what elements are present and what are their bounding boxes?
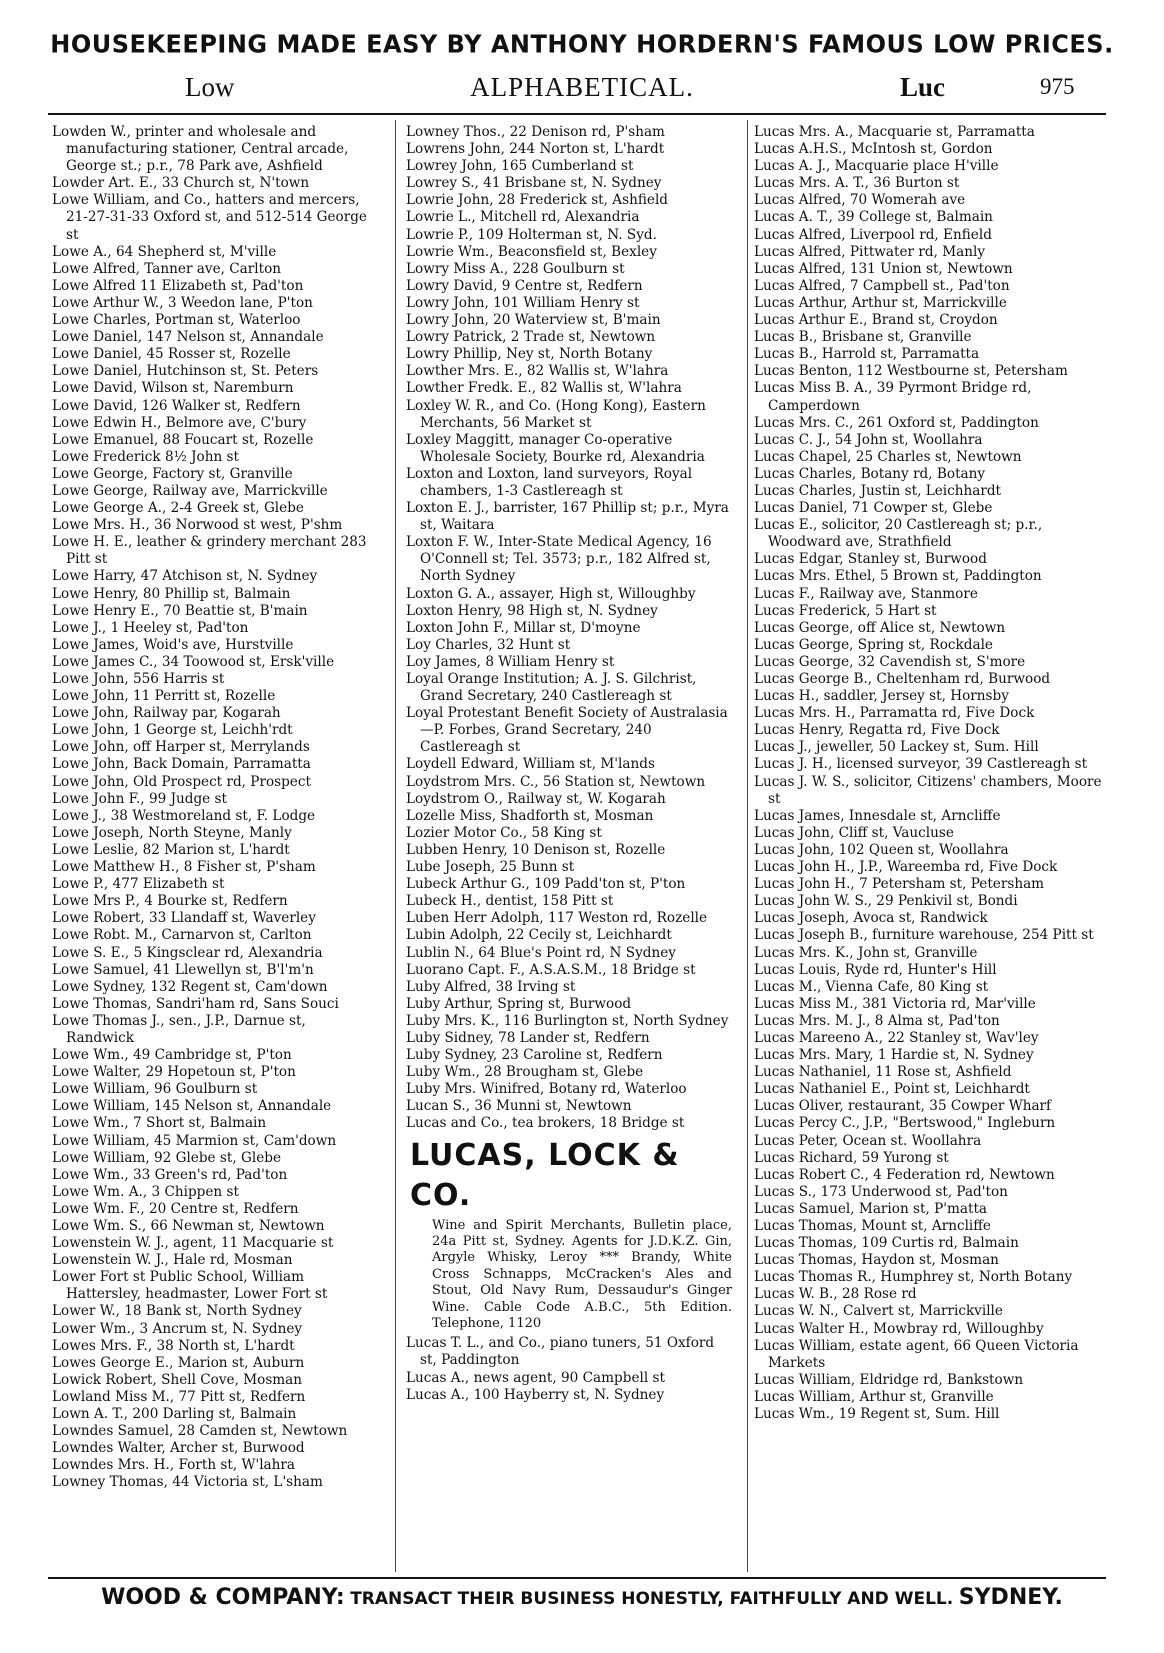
directory-entry: Lowe Wm., 7 Short st, Balmain	[52, 1115, 267, 1132]
directory-entry: Lucas William, Eldridge rd, Bankstown	[754, 1371, 1024, 1388]
directory-entry: Lowe Thomas, Sandri'ham rd, Sans Souci	[52, 995, 339, 1012]
directory-entry: Lown A. T., 200 Darling st, Balmain	[52, 1406, 297, 1423]
directory-entry: Lucas H., saddler, Jersey st, Hornsby	[754, 688, 1009, 705]
directory-entry: Lucas John H., 7 Petersham st, Petersham	[754, 876, 1045, 893]
directory-entry: Lowe Sydney, 132 Regent st, Cam'down	[52, 978, 328, 995]
directory-entry: Lowe John, 11 Perritt st, Rozelle	[52, 688, 276, 705]
directory-entry: Lowry John, 101 William Henry st	[406, 294, 640, 311]
directory-entry: Lubeck H., dentist, 158 Pitt st	[406, 893, 614, 910]
directory-entry: Loxton F. W., Inter-State Medical Agency, 16 O'Connell st; Tel. 3573; p.r., 182 Alfred st, North Sydney	[406, 534, 712, 585]
directory-entry: Lucas Mareeno A., 22 Stanley st, Wav'ley	[754, 1029, 1039, 1046]
directory-entry: Loydell Edward, William st, M'lands	[406, 756, 655, 773]
directory-entry: Lowe Wm., 33 Green's rd, Pad'ton	[52, 1166, 288, 1183]
directory-entry: Lucas M., Vienna Cafe, 80 King st	[754, 978, 989, 995]
directory-entry: Luby Sydney, 23 Caroline st, Redfern	[406, 1047, 663, 1064]
directory-entry: Lucas A. J., Macquarie place H'ville	[754, 158, 999, 175]
directory-entry: Lowe Charles, Portman st, Waterloo	[52, 312, 301, 329]
directory-entry: Lucas Daniel, 71 Cowper st, Glebe	[754, 500, 993, 517]
directory-entry: Lucas C. J., 54 John st, Woollahra	[754, 431, 983, 448]
directory-entry: Lucas George B., Cheltenham rd, Burwood	[754, 671, 1051, 687]
directory-entry: Lucas Peter, Ocean st. Woollahra	[754, 1132, 982, 1149]
directory-entry: Lucas Alfred, Pittwater rd, Manly	[754, 243, 986, 260]
directory-column-3	[754, 124, 1104, 1572]
directory-entry: Lucas A. T., 39 College st, Balmain	[754, 209, 993, 226]
directory-entry: Lubben Henry, 10 Denison st, Rozelle	[406, 841, 666, 858]
advertisement	[406, 1136, 732, 1333]
directory-entry: Lucas E., solicitor, 20 Castlereagh st; p.r., Woodward ave, Strathfield	[754, 517, 1043, 551]
directory-entry: Lowry David, 9 Centre st, Redfern	[406, 277, 643, 294]
directory-entry: Lucas John H., J.P., Wareemba rd, Five Dock	[754, 859, 1058, 876]
directory-entry: Lowrey John, 165 Cumberland st	[406, 158, 634, 175]
directory-entry: Loydstrom Mrs. C., 56 Station st, Newtown	[406, 773, 706, 790]
directory-entry: Lowe Wm. S., 66 Newman st, Newtown	[52, 1218, 325, 1234]
directory-entry: Lower Fort st Public School, William Hattersley, headmaster, Lower Fort st	[52, 1269, 328, 1303]
advert-title: LUCAS, LOCK & CO.	[410, 1137, 680, 1213]
directory-entry: Lucas Edgar, Stanley st, Burwood	[754, 551, 987, 568]
directory-entry: Lucas Mrs. Ethel, 5 Brown st, Paddington	[754, 568, 1042, 585]
directory-entry: Lowrie P., 109 Holterman st, N. Syd.	[406, 226, 657, 243]
directory-entry: Lucas W. B., 28 Rose rd	[754, 1286, 917, 1303]
directory-entry: Lucas Mrs. Mary, 1 Hardie st, N. Sydney	[754, 1047, 1034, 1064]
directory-entry: Loxton E. J., barrister, 167 Phillip st; p.r., Myra st, Waitara	[406, 500, 729, 534]
directory-entry: Lucas Nathaniel, 11 Rose st, Ashfield	[754, 1064, 1012, 1081]
directory-entry: Lowe Matthew H., 8 Fisher st, P'sham	[52, 859, 316, 876]
directory-entry: Lucas Mrs. A. T., 36 Burton st	[754, 175, 960, 192]
directory-entry: Luby Wm., 28 Brougham st, Glebe	[406, 1064, 644, 1081]
directory-entry: Lucas Miss M., 381 Victoria rd, Mar'ville	[754, 995, 1036, 1012]
directory-entry: Lucas Mrs. K., John st, Granville	[754, 944, 978, 961]
directory-entry: Lowe Robt. M., Carnarvon st, Carlton	[52, 927, 312, 944]
directory-entry: Lucas Alfred, Liverpool rd, Enfield	[754, 226, 992, 243]
directory-entry: Lowe Arthur W., 3 Weedon lane, P'ton	[52, 294, 313, 311]
directory-entry: Lowry John, 20 Waterview st, B'main	[406, 312, 661, 329]
directory-entry: Lowe Mrs P., 4 Bourke st, Redfern	[52, 893, 288, 910]
footer-rule	[48, 1577, 1106, 1579]
directory-entry: Loxton John F., Millar st, D'moyne	[406, 619, 641, 636]
directory-entry: Lucas Samuel, Marion st, P'matta	[754, 1200, 988, 1217]
directory-entry: Lowe John, 556 Harris st	[52, 671, 225, 687]
directory-entry: Lowe William, 45 Marmion st, Cam'down	[52, 1132, 337, 1149]
directory-entry: Loxley W. R., and Co. (Hong Kong), Eastern Merchants, 56 Market st	[406, 397, 706, 431]
directory-entry: Lubeck Arthur G., 109 Padd'ton st, P'ton	[406, 876, 686, 893]
directory-entry: Lucas A.H.S., McIntosh st, Gordon	[754, 141, 993, 158]
directory-entry: Lucas Walter H., Mowbray rd, Willoughby	[754, 1320, 1044, 1337]
directory-entry: Lowes Mrs. F., 38 North st, L'hardt	[52, 1337, 295, 1354]
directory-entry: Lucas James, Innesdale st, Arncliffe	[754, 807, 1001, 824]
directory-entry: Lucas Joseph B., furniture warehouse, 254 Pitt st	[754, 927, 1094, 944]
directory-entry: Loyal Orange Institution; A. J. S. Gilchrist, Grand Secretary, 240 Castlereagh st	[406, 671, 697, 705]
directory-entry: Lucas Arthur, Arthur st, Marrickville	[754, 294, 1007, 311]
directory-entry: Lucas Louis, Ryde rd, Hunter's Hill	[754, 961, 997, 978]
directory-entry: Lowe James C., 34 Toowood st, Ersk'ville	[52, 653, 335, 670]
directory-entry: Luorano Capt. F., A.S.A.S.M., 18 Bridge st	[406, 961, 696, 978]
directory-entry: Lucas Charles, Justin st, Leichhardt	[754, 482, 1002, 499]
directory-entry: Lowe William, 92 Glebe st, Glebe	[52, 1149, 281, 1166]
directory-entry: Lowe William, 96 Goulburn st	[52, 1081, 258, 1098]
directory-entry: Lowden W., printer and wholesale and manufacturing stationer, Central arcade, George st.; p.r., 78 Park ave, Ashfield	[52, 124, 349, 175]
directory-entry: Lowrie L., Mitchell rd, Alexandria	[406, 209, 640, 226]
directory-entry: Lucas and Co., tea brokers, 18 Bridge st	[406, 1115, 685, 1132]
directory-entry: Lucas George, 32 Cavendish st, S'more	[754, 653, 1026, 670]
directory-entry: Lowe Daniel, Hutchinson st, St. Peters	[52, 363, 319, 380]
directory-entry: Lucas J., jeweller, 50 Lackey st, Sum. Hill	[754, 739, 1039, 756]
directory-entry: Lucas Joseph, Avoca st, Randwick	[754, 910, 988, 927]
directory-entry: Lucas Alfred, 70 Womerah ave	[754, 192, 966, 209]
directory-entry: Lowe Daniel, 45 Rosser st, Rozelle	[52, 346, 291, 363]
directory-entry: Lucas Thomas, Mount st, Arncliffe	[754, 1218, 991, 1234]
bottom-banner	[0, 1585, 1164, 1610]
directory-entry: Lowe Frederick 8½ John st	[52, 448, 240, 465]
header-title: ALPHABETICAL.	[470, 72, 694, 102]
directory-entry: Luby Alfred, 38 Irving st	[406, 978, 576, 995]
directory-entry: Lucas George, Spring st, Rockdale	[754, 636, 993, 653]
directory-entry: Lucas George, off Alice st, Newtown	[754, 619, 1006, 636]
directory-entry: Lucan S., 36 Munni st, Newtown	[406, 1098, 632, 1115]
directory-entry: Lowe John, 1 George st, Leichh'rdt	[52, 722, 293, 739]
directory-entry: Lowe Alfred, Tanner ave, Carlton	[52, 260, 282, 277]
top-banner: HOUSEKEEPING MADE EASY BY ANTHONY HORDERN'S FAMOUS LOW PRICES.	[50, 29, 1114, 59]
directory-entry: Lowndes Walter, Archer st, Burwood	[52, 1440, 305, 1457]
directory-entry: Lucas A., news agent, 90 Campbell st	[406, 1369, 665, 1386]
column-divider-2	[747, 120, 748, 1572]
directory-entry: Loxton Henry, 98 High st, N. Sydney	[406, 602, 658, 619]
directory-entry: Loy Charles, 32 Hunt st	[406, 636, 571, 653]
directory-entry: Lowrie Wm., Beaconsfield st, Bexley	[406, 243, 657, 260]
directory-entry: Lowland Miss M., 77 Pitt st, Redfern	[52, 1388, 306, 1405]
directory-entry: Lucas T. L., and Co., piano tuners, 51 Oxford st, Paddington	[406, 1335, 715, 1369]
directory-entry: Lowe S. E., 5 Kingsclear rd, Alexandria	[52, 944, 323, 961]
header-left-guide-word: Low	[185, 72, 235, 102]
advert-body: Wine and Spirit Merchants, Bulletin place, 24a Pitt st, Sydney. Agents for J.D.K.Z. Gin, Argyle Whisky, Leroy *** Brandy, White Cross Schnapps, McCracken's Ales and Stout, Old Navy Rum, Dessaudur's Ginger Wine. Cable Code A.B.C., 5th Edition. Telephone, 1120	[432, 1217, 732, 1331]
directory-entry: Lowrens John, 244 Norton st, L'hardt	[406, 141, 665, 158]
directory-entry: Lowe William, 145 Nelson st, Annandale	[52, 1098, 332, 1115]
directory-entry: Lubin Adolph, 22 Cecily st, Leichhardt	[406, 927, 672, 944]
directory-entry: Lowes George E., Marion st, Auburn	[52, 1354, 305, 1371]
directory-entry: Lucas Alfred, 7 Campbell st., Pad'ton	[754, 277, 1010, 294]
directory-entry: Lowe Daniel, 147 Nelson st, Annandale	[52, 329, 324, 346]
directory-entry: Lowe A., 64 Shepherd st, M'ville	[52, 243, 277, 260]
directory-entry: Loydstrom O., Railway st, W. Kogarah	[406, 790, 666, 807]
directory-entry: Lucas William, estate agent, 66 Queen Victoria Markets	[754, 1337, 1079, 1371]
directory-entry: Lucas Oliver, restaurant, 35 Cowper Wharf	[754, 1098, 1052, 1115]
directory-entry: Lowther Fredk. E., 82 Wallis st, W'lahra	[406, 380, 682, 397]
directory-entry: Lowe Robert, 33 Llandaff st, Waverley	[52, 910, 316, 927]
directory-entry: Lucas John W. S., 29 Penkivil st, Bondi	[754, 893, 1018, 910]
directory-entry: Lowe George A., 2-4 Greek st, Glebe	[52, 500, 304, 517]
directory-entry: Lublin N., 64 Blue's Point rd, N Sydney	[406, 944, 676, 961]
directory-entry: Lucas John, 102 Queen st, Woollahra	[754, 841, 1009, 858]
directory-entry: Lowe John, Railway par, Kogarah	[52, 705, 281, 722]
directory-entry: Lowe P., 477 Elizabeth st	[52, 876, 225, 893]
directory-entry: Lucas Miss B. A., 39 Pyrmont Bridge rd, Camperdown	[754, 380, 1032, 414]
directory-entry: Lower W., 18 Bank st, North Sydney	[52, 1303, 302, 1320]
bottom-banner-company: WOOD & COMPANY:	[101, 1585, 345, 1610]
directory-entry: Lucas J. H., licensed surveyor, 39 Castlereagh st	[754, 756, 1088, 773]
directory-entry: Lucas A., 100 Hayberry st, N. Sydney	[406, 1386, 665, 1403]
header-right-guide-word: Luc	[900, 72, 946, 102]
directory-entry: Lucas Mrs. C., 261 Oxford st, Paddington	[754, 414, 1039, 431]
directory-entry: Lowe Emanuel, 88 Foucart st, Rozelle	[52, 431, 314, 448]
directory-entry: Lucas Mrs. A., Macquarie st, Parramatta	[754, 124, 1035, 140]
directory-entry: Lowe Samuel, 41 Llewellyn st, B'l'm'n	[52, 961, 314, 978]
directory-entry: Lucas Mrs. H., Parramatta rd, Five Dock	[754, 705, 1035, 722]
bottom-banner-slogan: TRANSACT THEIR BUSINESS HONESTLY, FAITHFULLY AND WELL.	[350, 1589, 954, 1609]
page-number: 975	[1040, 74, 1075, 99]
directory-entry: Lowe David, Wilson st, Naremburn	[52, 380, 294, 397]
directory-entry: Lucas B., Brisbane st, Granville	[754, 329, 972, 346]
directory-entry: Loxton and Loxton, land surveyors, Royal chambers, 1-3 Castlereagh st	[406, 465, 693, 499]
directory-entry: Lozelle Miss, Shadforth st, Mosman	[406, 807, 654, 824]
directory-entry: Loy James, 8 William Henry st	[406, 653, 615, 670]
running-header	[0, 72, 1164, 108]
directory-entry: Lucas S., 173 Underwood st, Pad'ton	[754, 1183, 1008, 1200]
directory-entry: Luby Sidney, 78 Lander st, Redfern	[406, 1029, 650, 1046]
directory-entry: Lowther Mrs. E., 82 Wallis st, W'lahra	[406, 363, 669, 380]
directory-entry: Lowney Thos., 22 Denison rd, P'sham	[406, 124, 665, 140]
directory-entry: Lowenstein W. J., agent, 11 Macquarie st	[52, 1235, 334, 1252]
directory-entry: Lowe Henry E., 70 Beattie st, B'main	[52, 602, 308, 619]
directory-entry: Lower Wm., 3 Ancrum st, N. Sydney	[52, 1320, 303, 1337]
directory-entry: Luby Arthur, Spring st, Burwood	[406, 995, 632, 1012]
directory-entry: Lucas Thomas, 109 Curtis rd, Balmain	[754, 1235, 1019, 1252]
directory-entry: Lowndes Mrs. H., Forth st, W'lahra	[52, 1457, 296, 1474]
directory-entry: Lucas Mrs. M. J., 8 Alma st, Pad'ton	[754, 1012, 1000, 1029]
directory-entry: Lowe Alfred 11 Elizabeth st, Pad'ton	[52, 277, 304, 294]
directory-entry: Lowe Wm. A., 3 Chippen st	[52, 1183, 239, 1200]
directory-entry: Luby Mrs. K., 116 Burlington st, North Sydney	[406, 1012, 729, 1029]
directory-entry: Lowe Harry, 47 Atchison st, N. Sydney	[52, 568, 318, 585]
directory-entry: Lucas William, Arthur st, Granville	[754, 1388, 994, 1405]
directory-entry: Loyal Protestant Benefit Society of Australasia—P. Forbes, Grand Secretary, 240 Castlereagh st	[406, 705, 728, 756]
directory-entry: Lowe Thomas J., sen., J.P., Darnue st, Randwick	[52, 1012, 306, 1046]
directory-entry: Lucas Chapel, 25 Charles st, Newtown	[754, 448, 1022, 465]
directory-entry: Lowney Thomas, 44 Victoria st, L'sham	[52, 1474, 323, 1491]
directory-entry: Lowe George, Factory st, Granville	[52, 465, 293, 482]
directory-entry: Lowe Leslie, 82 Marion st, L'hardt	[52, 841, 290, 858]
directory-entry: Lowndes Samuel, 28 Camden st, Newtown	[52, 1423, 348, 1440]
directory-entry: Lowe John F., 99 Judge st	[52, 790, 227, 807]
directory-entry: Lowrie John, 28 Frederick st, Ashfield	[406, 192, 668, 209]
directory-entry: Lucas B., Harrold st, Parramatta	[754, 346, 980, 363]
directory-entry: Lucas John, Cliff st, Vaucluse	[754, 824, 954, 841]
directory-entry: Lowe J., 38 Westmoreland st, F. Lodge	[52, 807, 316, 824]
directory-entry: Lowe H. E., leather & grindery merchant 283 Pitt st	[52, 534, 367, 568]
directory-entry: Lowe William, and Co., hatters and mercers, 21-27-31-33 Oxford st, and 512-514 George st	[52, 192, 367, 243]
directory-entry: Lucas Robert C., 4 Federation rd, Newtown	[754, 1166, 1055, 1183]
directory-entry: Lowe John, Back Domain, Parramatta	[52, 756, 311, 773]
directory-entry: Lowe Wm. F., 20 Centre st, Redfern	[52, 1200, 299, 1217]
directory-entry: Lowe Edwin H., Belmore ave, C'bury	[52, 414, 307, 431]
directory-column-1	[52, 124, 378, 1572]
directory-entry: Lowe John, off Harper st, Merrylands	[52, 739, 310, 756]
directory-entry: Lowenstein W. J., Hale rd, Mosman	[52, 1252, 293, 1269]
bottom-banner-city: SYDNEY.	[958, 1585, 1063, 1610]
directory-entry: Lowe George, Railway ave, Marrickville	[52, 482, 328, 499]
directory-entry: Lowe James, Woid's ave, Hurstville	[52, 636, 294, 653]
directory-entry: Lucas W. N., Calvert st, Marrickville	[754, 1303, 1003, 1320]
directory-entry: Lowry Miss A., 228 Goulburn st	[406, 260, 625, 277]
directory-entry: Lowe Joseph, North Steyne, Manly	[52, 824, 292, 841]
directory-entry: Lowe John, Old Prospect rd, Prospect	[52, 773, 311, 790]
directory-entry: Lowrey S., 41 Brisbane st, N. Sydney	[406, 175, 662, 192]
directory-entry: Lucas Thomas R., Humphrey st, North Botany	[754, 1269, 1073, 1286]
directory-entry: Lowry Phillip, Ney st, North Botany	[406, 346, 653, 363]
directory-entry: Lucas Arthur E., Brand st, Croydon	[754, 312, 998, 329]
directory-entry: Lowe David, 126 Walker st, Redfern	[52, 397, 301, 414]
directory-entry: Lowe Walter, 29 Hopetoun st, P'ton	[52, 1064, 296, 1081]
directory-entry: Lowick Robert, Shell Cove, Mosman	[52, 1371, 303, 1388]
directory-entry: Lucas Wm., 19 Regent st, Sum. Hill	[754, 1406, 1000, 1423]
directory-column-2	[406, 124, 732, 1572]
directory-entry: Lowe Mrs. H., 36 Norwood st west, P'shm	[52, 517, 343, 534]
directory-entry: Lucas Richard, 59 Yurong st	[754, 1149, 949, 1166]
directory-entry: Lucas Alfred, 131 Union st, Newtown	[754, 260, 1013, 277]
directory-entry: Lowry Patrick, 2 Trade st, Newtown	[406, 329, 656, 346]
directory-entry: Loxton G. A., assayer, High st, Willoughby	[406, 585, 696, 602]
directory-entry: Lucas Nathaniel E., Point st, Leichhardt	[754, 1081, 1030, 1098]
directory-entry: Lowder Art. E., 33 Church st, N'town	[52, 175, 310, 192]
directory-entry: Lucas J. W. S., solicitor, Citizens' chambers, Moore st	[754, 773, 1102, 807]
directory-entry: Lowe Wm., 49 Cambridge st, P'ton	[52, 1047, 292, 1064]
directory-entry: Lucas F., Railway ave, Stanmore	[754, 585, 978, 602]
directory-entry: Lucas Percy C., J.P., "Bertswood," Ingleburn	[754, 1115, 1056, 1132]
directory-entry: Lowe Henry, 80 Phillip st, Balmain	[52, 585, 291, 602]
column-divider-1	[395, 120, 396, 1572]
directory-entry: Lucas Henry, Regatta rd, Five Dock	[754, 722, 1000, 739]
directory-entry: Lucas Frederick, 5 Hart st	[754, 602, 937, 619]
directory-entry: Loxley Maggitt, manager Co-operative Wholesale Society, Bourke rd, Alexandria	[406, 431, 705, 465]
directory-entry: Lowe J., 1 Heeley st, Pad'ton	[52, 619, 249, 636]
directory-entry: Lucas Benton, 112 Westbourne st, Petersham	[754, 363, 1068, 380]
directory-entry: Lucas Thomas, Haydon st, Mosman	[754, 1252, 999, 1269]
directory-entry: Lozier Motor Co., 58 King st	[406, 824, 602, 841]
directory-entry: Lucas Charles, Botany rd, Botany	[754, 465, 986, 482]
directory-entry: Luben Herr Adolph, 117 Weston rd, Rozelle	[406, 910, 708, 927]
directory-entry: Lube Joseph, 25 Bunn st	[406, 859, 575, 876]
header-rule	[48, 113, 1106, 115]
directory-entry: Luby Mrs. Winifred, Botany rd, Waterloo	[406, 1081, 687, 1098]
